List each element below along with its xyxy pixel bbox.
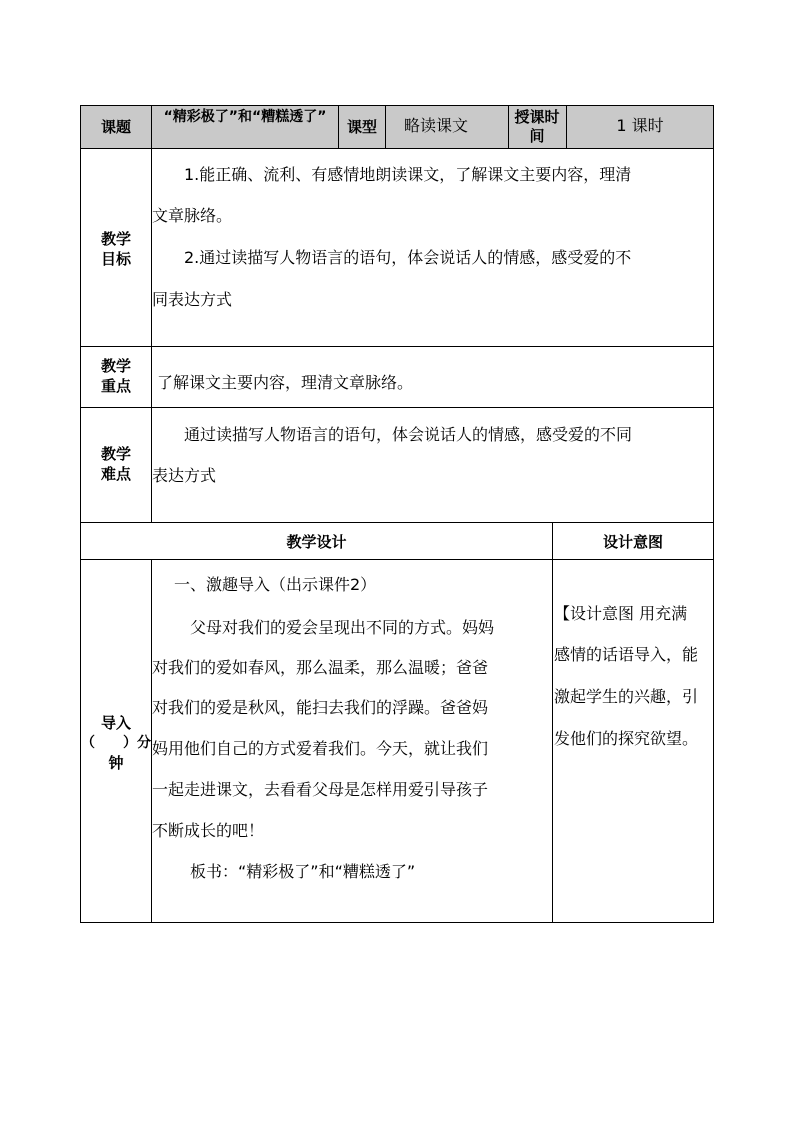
row-divider xyxy=(80,559,714,560)
intro-paragraph-line: 对我们的爱如春风，那么温柔，那么温暖；爸爸 xyxy=(152,658,489,677)
objectives-label: 教学目标 xyxy=(100,230,131,268)
board-writing: 板书：“精彩极了”和“糟糕透了” xyxy=(190,862,416,881)
intro-duration: （ ）分 xyxy=(81,735,151,751)
objective-line: 2.通过读描写人物语言的语句，体会说话人的情感，感受爱的不 xyxy=(184,248,632,267)
difficulty-line: 通过读描写人物语言的语句，体会说话人的情感，感受爱的不同 xyxy=(184,425,633,444)
intro-paragraph-line: 妈用他们自己的方式爱着我们。今天，就让我们 xyxy=(152,739,489,758)
intent-line: 感情的话语导入，能 xyxy=(554,645,699,664)
topic-label: 课题 xyxy=(100,118,131,136)
label-column-divider xyxy=(151,105,152,523)
table-border-bottom xyxy=(80,922,714,923)
key-points-text: 了解课文主要内容，理清文章脉络。 xyxy=(157,373,414,392)
intent-line: 激起学生的兴趣，引 xyxy=(554,687,699,706)
intro-paragraph-line: 父母对我们的爱会呈现出不同的方式。妈妈 xyxy=(190,618,495,637)
row-divider xyxy=(80,148,714,149)
intro-label: 导入 xyxy=(100,714,131,732)
type-value: 略读课文 xyxy=(403,116,468,135)
topic-value: “精彩极了”和“糟糕透了” xyxy=(163,109,327,125)
objective-line: 文章脉络。 xyxy=(152,206,233,225)
design-header-right: 设计意图 xyxy=(602,533,663,551)
row-divider xyxy=(80,407,714,408)
time-label: 授课时间 xyxy=(514,108,560,145)
table-border-top xyxy=(80,105,714,106)
intro-unit: 钟 xyxy=(108,754,124,772)
table-border-left xyxy=(80,105,81,923)
header-divider xyxy=(508,105,509,149)
table-border-right xyxy=(713,105,714,923)
difficulties-label: 教学难点 xyxy=(100,445,131,483)
difficulty-line: 表达方式 xyxy=(152,466,217,485)
design-header-left: 教学设计 xyxy=(286,533,347,551)
intro-paragraph-line: 不断成长的吧！ xyxy=(152,821,265,840)
intent-line: 发他们的探究欲望。 xyxy=(554,729,699,748)
row-divider xyxy=(80,346,714,347)
design-column-divider xyxy=(552,522,553,923)
intro-paragraph-line: 一起走进课文，去看看父母是怎样用爱引导孩子 xyxy=(152,780,489,799)
key-points-label: 教学重点 xyxy=(100,357,131,395)
type-label: 课型 xyxy=(346,118,377,136)
time-value: 1 课时 xyxy=(616,116,664,135)
objective-line: 1.能正确、流利、有感情地朗读课文，了解课文主要内容，理清 xyxy=(184,165,632,184)
intro-heading: 一、激趣导入（出示课件2） xyxy=(174,575,377,594)
intent-line: 【设计意图 用充满 xyxy=(554,604,688,623)
row-divider xyxy=(80,522,714,523)
intro-paragraph-line: 对我们的爱是秋风，能扫去我们的浮躁。爸爸妈 xyxy=(152,698,489,717)
objective-line: 同表达方式 xyxy=(152,290,233,309)
